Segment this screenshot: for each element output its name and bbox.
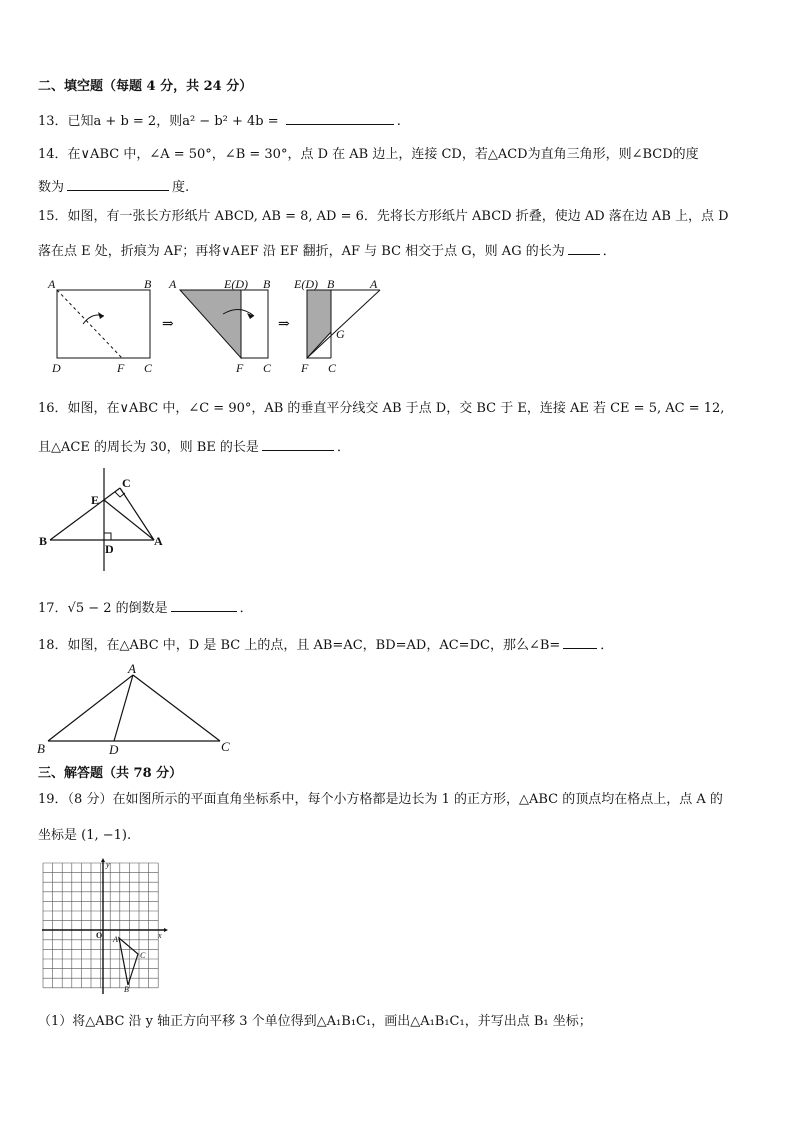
fig16-label-D: D — [105, 542, 114, 556]
question-13 — [38, 110, 401, 131]
fig16-label-B: B — [39, 534, 48, 548]
question-19-line-1: 19．（8 分）在如图所示的平面直角坐标系中，每个小方格都是边长为 1 的正方形，△ABC 的顶点均在格点上，点 A 的 — [38, 792, 723, 807]
fig16-label-E: E — [91, 493, 100, 507]
fig15-p2-label-C: C — [263, 361, 272, 375]
fig19-label-C: C — [140, 951, 146, 960]
q18-text: 18．如图，在△ABC 中，D 是 BC 上的点，且 AB=AC，BD=AD，AC=DC，那么∠B= — [38, 638, 561, 653]
question-14-line-1: 14．在∨ABC 中，∠A = 50°，∠B = 30°，点 D 在 AB 边上，连接 CD，若△ACD为直角三角形，则∠BCD的度 — [38, 147, 699, 162]
fig16-label-C: C — [122, 476, 131, 490]
q15-answer-blank[interactable] — [568, 240, 600, 255]
q13-answer-blank[interactable] — [286, 110, 394, 125]
fig15-p1-label-D: D — [52, 361, 61, 375]
fig19-label-y: y — [106, 860, 110, 869]
q18-end: ． — [600, 638, 614, 653]
fig15-p2-label-F: F — [236, 361, 244, 375]
figure-18 — [34, 662, 244, 757]
fig15-p3-label-G: G — [336, 327, 345, 341]
question-17 — [38, 597, 253, 618]
fig16-label-A: A — [154, 534, 163, 548]
question-18 — [38, 634, 613, 655]
q17-answer-blank[interactable] — [171, 597, 237, 612]
q15-text: 落在点 E 处，折痕为 AF；再将∨AEF 沿 EF 翻折，AF 与 BC 相交于点 G，则 AG 的长为 — [38, 244, 565, 259]
q13-end: . — [396, 114, 401, 129]
fig18-label-A: A — [128, 661, 136, 676]
q17-end: ． — [239, 601, 253, 616]
figure-15 — [40, 276, 400, 376]
fig15-p3-label-C: C — [328, 361, 337, 375]
q18-answer-blank[interactable] — [563, 634, 597, 649]
fig15-arrow-2: ⇒ — [278, 317, 290, 332]
fig19-label-B: B — [124, 985, 129, 994]
fig19-label-x: x — [158, 931, 162, 940]
question-14-line-2 — [38, 176, 189, 197]
fig15-p2-label-ED: E(D) — [224, 277, 248, 291]
q16-answer-blank[interactable] — [262, 436, 334, 451]
fig18-label-D: D — [109, 742, 119, 757]
fig15-p3-label-F: F — [301, 361, 309, 375]
fig15-p1-label-C: C — [144, 361, 153, 375]
q14-answer-blank[interactable] — [67, 176, 169, 191]
q14-suffix: 度. — [172, 180, 190, 195]
fig15-arrow-1: ⇒ — [162, 317, 174, 332]
q14-prefix: 数为 — [38, 180, 65, 195]
fig15-p1-label-B: B — [144, 277, 152, 291]
q16-end: ． — [336, 440, 350, 455]
question-16-line-1: 16．如图，在∨ABC 中，∠C = 90°，AB 的垂直平分线交 AB 于点 D，交 BC 于 E，连接 AE 若 CE = 5, AC = 12, — [38, 401, 725, 416]
fig15-p3-label-ED: E(D) — [294, 277, 318, 291]
question-19-part-1: （1）将△ABC 沿 y 轴正方向平移 3 个单位得到△A₁B₁C₁，画出△A₁B₁C₁，并写出点 B₁ 坐标； — [38, 1014, 592, 1029]
fig15-p3-label-B: B — [327, 277, 335, 291]
q15-end: ． — [602, 244, 616, 259]
question-16-line-2 — [38, 436, 350, 457]
question-15-line-2 — [38, 240, 616, 261]
question-19-line-2: 坐标是 (1, −1). — [38, 828, 132, 843]
section-3-title: 三、解答题（共 78 分） — [38, 766, 183, 781]
fig15-p3-label-A: A — [370, 277, 378, 291]
question-15-line-1: 15．如图，有一张长方形纸片 ABCD, AB = 8, AD = 6．先将长方形纸片 ABCD 折叠，使边 AD 落在边 AB 上，点 D — [38, 209, 729, 224]
fig15-p1-label-F: F — [117, 361, 125, 375]
q13-text: 13．已知a + b = 2，则a² − b² + 4b = — [38, 114, 283, 129]
figure-19-grid — [40, 858, 170, 998]
fig19-label-O: O — [96, 931, 103, 940]
figure-16 — [36, 466, 176, 576]
fig15-p1-label-A: A — [48, 277, 56, 291]
q16-text: 且△ACE 的周长为 30，则 BE 的长是 — [38, 440, 259, 455]
fig19-label-A: A — [113, 935, 118, 944]
q17-text: 17．√5 − 2 的倒数是 — [38, 601, 168, 616]
fig18-label-B: B — [37, 741, 45, 756]
fig18-label-C: C — [221, 739, 230, 754]
fig15-p2-label-A: A — [169, 277, 177, 291]
fig15-p2-label-B: B — [263, 277, 271, 291]
section-2-title: 二、填空题（每题 4 分，共 24 分） — [38, 79, 253, 94]
